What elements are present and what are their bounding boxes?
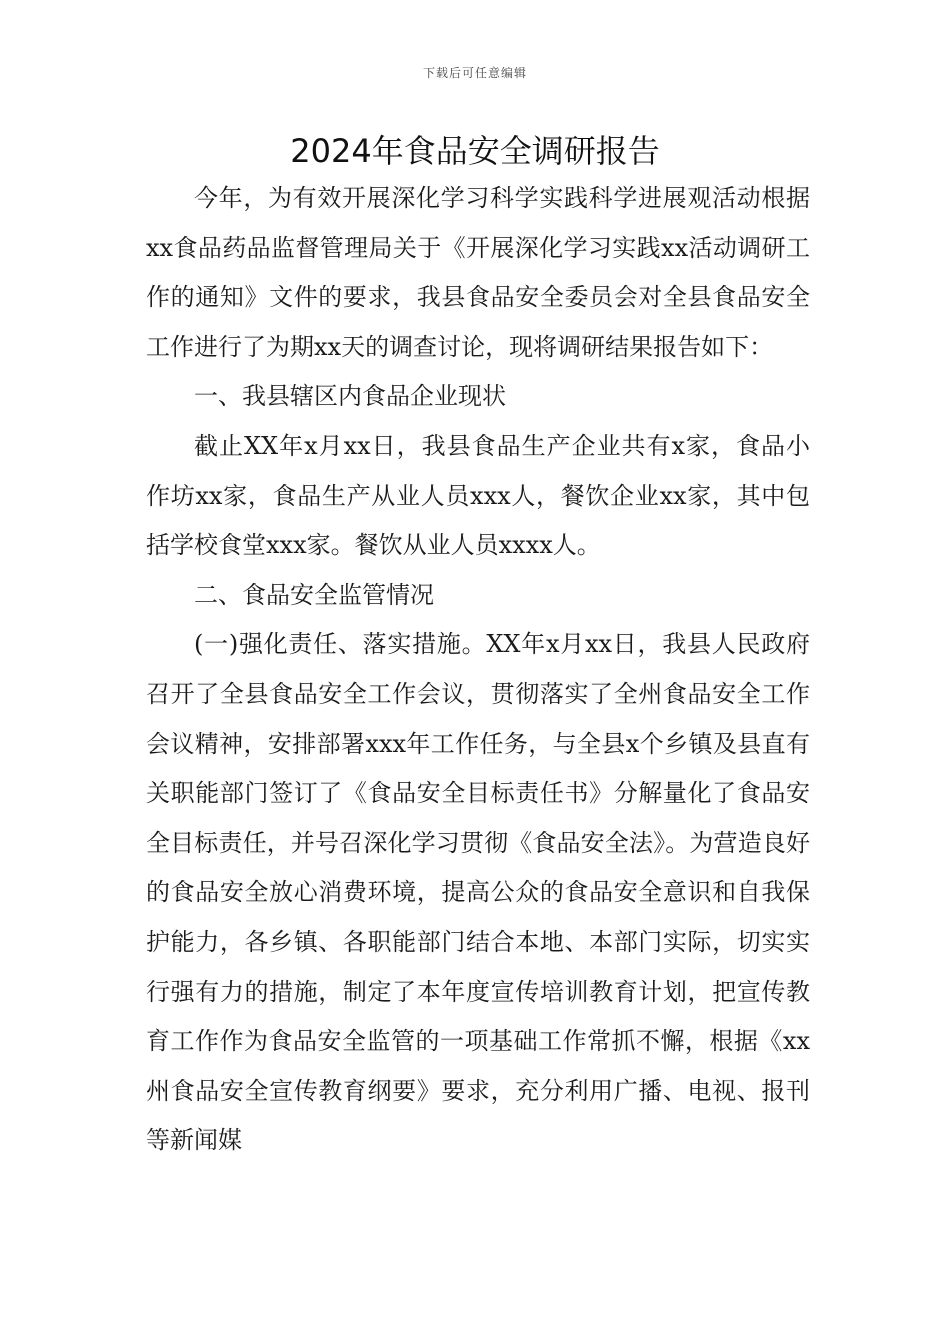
- paragraph-intro: 今年，为有效开展深化学习科学实践科学进展观活动根据xx食品药品监督管理局关于《开展深化学习实践xx活动调研工作的通知》文件的要求，我县食品安全委员会对全县食品安全工作进行了为期xx天的调查讨论，现将调研结果报告如下：: [146, 184, 810, 361]
- header-note: 下载后可任意编辑: [422, 66, 527, 80]
- section-heading-1: 一、我县辖区内食品企业现状: [194, 382, 506, 411]
- paragraph-enterprise-status: 截止XX年x月xx日，我县食品生产企业共有x家，食品小作坊xx家，食品生产从业人员xxx人，餐饮企业xx家，其中包括学校食堂xxx家。餐饮从业人员xxxx人。: [146, 431, 810, 560]
- document-body: [146, 174, 810, 1166]
- section-heading-2: 二、食品安全监管情况: [194, 580, 434, 609]
- paragraph-responsibility: (一)强化责任、落实措施。XX年x月xx日，我县人民政府召开了全县食品安全工作会议，贯彻落实了全州食品安全工作会议精神，安排部署xxx年工作任务，与全县x个乡镇及县直有关职能部门签订了《食品安全目标责任书》分解量化了食品安全目标责任，并号召深化学习贯彻《食品安全法》。为营造良好的食品安全放心消费环境，提高公众的食品安全意识和自我保护能力，各乡镇、各职能部门结合本地、本部门实际，切实实行强有力的措施，制定了本年度宣传培训教育计划，把宣传教育工作作为食品安全监管的一项基础工作常抓不懈，根据《xx州食品安全宣传教育纲要》要求，充分利用广播、电视、报刊等新闻媒: [146, 630, 810, 1155]
- document-title: 2024年食品安全调研报告: [290, 132, 660, 170]
